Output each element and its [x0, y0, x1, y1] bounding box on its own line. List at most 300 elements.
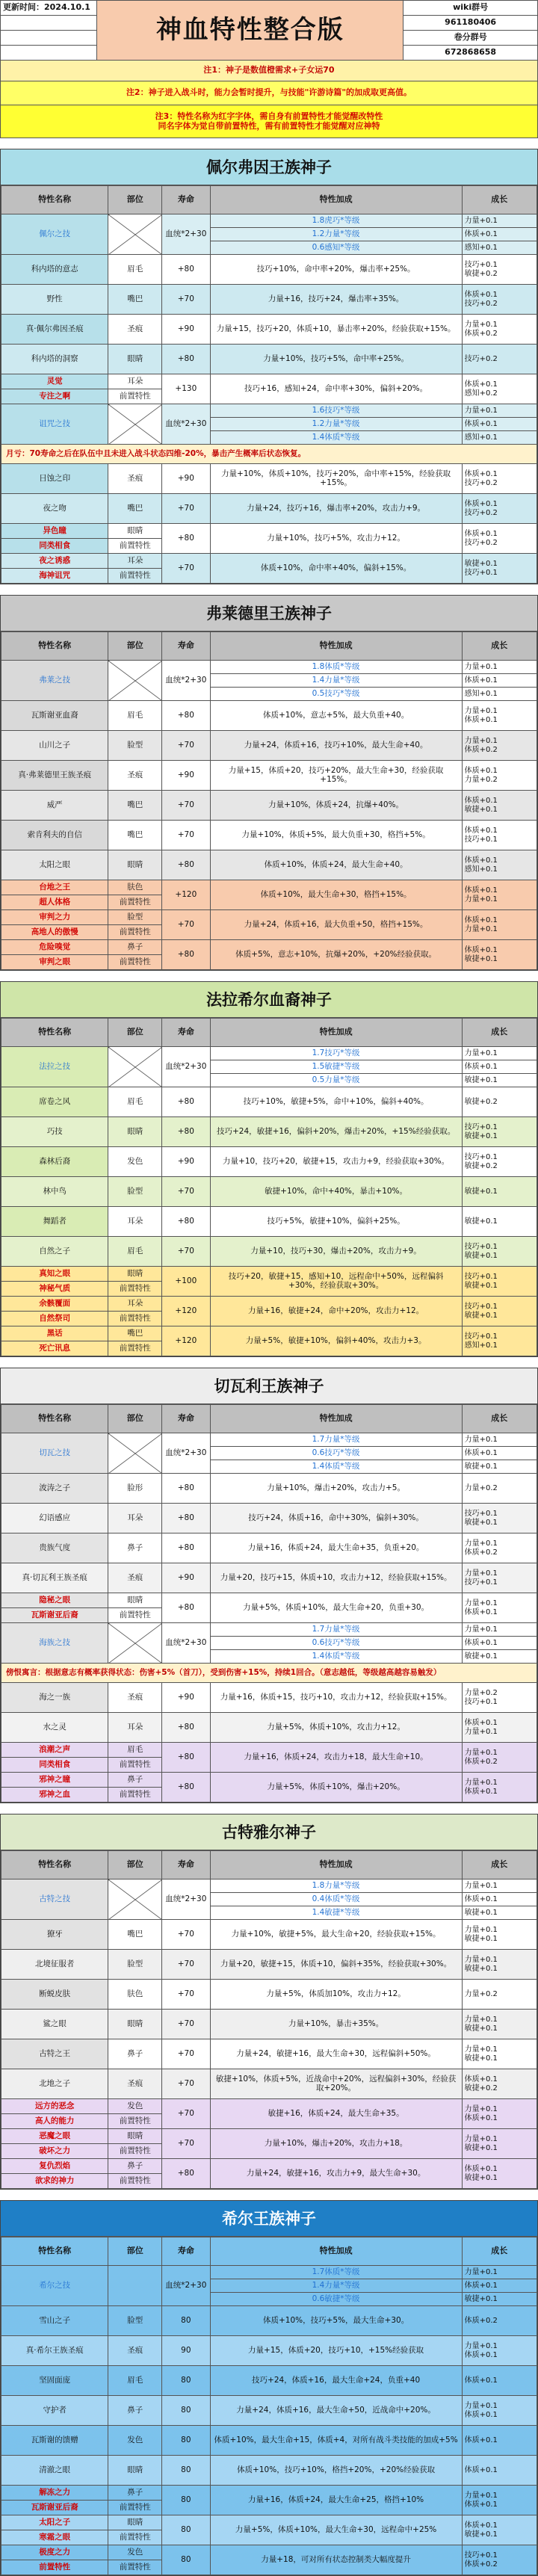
combo-lifespan: 血统*2+30 [162, 214, 211, 255]
trait-part: 圣痕 [108, 464, 162, 494]
trait-lifespan: +90 [162, 315, 211, 345]
combo-growth: 敏捷+0.1 [462, 1074, 537, 1087]
trait-name: 黑话 [1, 1326, 108, 1341]
col-effect-header: 特性加成 [210, 1019, 462, 1047]
trait-growth: 力量+0.1 体质+0.2 [462, 1533, 537, 1563]
trait-prereq-name: 超人体格 [1, 895, 108, 910]
trait-name: 远方的恶念 [1, 2099, 108, 2114]
trait-row [1, 2515, 537, 2530]
section-title: 古特雅尔神子 [1, 1814, 537, 1850]
col-growth-header: 成长 [462, 1405, 537, 1433]
combo-growth: 体质+0.1 [462, 2279, 537, 2293]
trait-part: 眼睛 [108, 524, 162, 539]
trait-part: 发色 [108, 2545, 162, 2560]
trait-part: 眼睛 [108, 2129, 162, 2144]
trait-prereq-part: 前置特性 [108, 1312, 162, 1326]
combo-growth: 力量+0.1 [462, 1880, 537, 1893]
trait-prereq-name: 同类相食 [1, 539, 108, 554]
combo-effect-line: 1.7体质*等级 [210, 2266, 462, 2279]
trait-effect: 力量+20，技巧+15，体质+10，攻击力+12，经验获取+15%。 [210, 1563, 462, 1593]
trait-growth: 力量+0.2 [462, 1980, 537, 2010]
combo-x-cell [108, 2266, 162, 2306]
trait-growth: 体质+0.1 力量+0.2 [462, 761, 537, 791]
trait-effect: 力量+5%，体质+10%，攻击力+12。 [210, 1713, 462, 1743]
section-title: 切瓦利王族神子 [1, 1368, 537, 1404]
trait-growth: 体质+0.1 敏捷+0.1 [462, 2159, 537, 2189]
trait-name: 瓦斯谢的馈赠 [1, 2426, 108, 2456]
trait-effect: 力量+10%，爆击+20%，攻击力+18。 [210, 2129, 462, 2159]
column-header-row [1, 1019, 537, 1047]
combo-x-cell [108, 1623, 162, 1664]
wiki-group-number: 961180406 [404, 16, 538, 31]
trait-name: 台地之王 [1, 880, 108, 895]
trait-lifespan: +80 [162, 1743, 211, 1773]
trait-row [1, 2456, 537, 2486]
col-name-header: 特性名称 [1, 186, 108, 214]
trait-row [1, 554, 537, 569]
trait-lifespan: +70 [162, 2069, 211, 2099]
trait-part: 圣痕 [108, 1683, 162, 1713]
trait-lifespan: +90 [162, 1683, 211, 1713]
trait-effect: 体质+10%，体质+24，最大生命+40。 [210, 850, 462, 880]
col-growth-header: 成长 [462, 1851, 537, 1880]
col-part-header: 部位 [108, 2237, 162, 2266]
trait-prereq-part: 前置特性 [108, 2174, 162, 2189]
trait-part: 鼻子 [108, 1773, 162, 1788]
trait-lifespan: +80 [162, 345, 211, 374]
trait-name: 自然之子 [1, 1237, 108, 1267]
col-part-header: 部位 [108, 1019, 162, 1047]
trait-lifespan: +70 [162, 494, 211, 524]
trait-part: 耳朵 [108, 374, 162, 389]
trait-row [1, 1267, 537, 1282]
trait-name: 林中鸟 [1, 1177, 108, 1207]
trait-row [1, 1177, 537, 1207]
trait-lifespan: 80 [162, 2456, 211, 2486]
trait-prereq-part: 前置特性 [108, 895, 162, 910]
trait-row [1, 315, 537, 345]
trait-row [1, 1087, 537, 1117]
combo-effect-line: 1.2力量*等级 [210, 228, 462, 241]
trait-part: 嘴巴 [108, 791, 162, 821]
combo-x-cell [108, 1880, 162, 1920]
combo-effect-line: 1.4力量*等级 [210, 2279, 462, 2293]
combo-growth: 体质+0.1 [462, 674, 537, 688]
trait-growth: 体质+0.1 力量+0.1 [462, 880, 537, 910]
note-1: 注1：神子是数值橙需求+子女运70 [1, 61, 538, 81]
combo-row [1, 2266, 537, 2279]
combo-effect-line: 1.4体质*等级 [210, 431, 462, 445]
trait-effect: 力量+10%，敏捷+5%，最大生命+20，经验获取+15%。 [210, 1920, 462, 1950]
trait-name: 北境征服者 [1, 1950, 108, 1980]
trait-part: 眼睛 [108, 2515, 162, 2530]
second-group-number: 672868658 [404, 46, 538, 61]
trait-growth: 体质+0.1 技巧+0.2 [462, 524, 537, 554]
trait-part: 眼睛 [108, 345, 162, 374]
trait-row [1, 791, 537, 821]
trait-growth: 力量+0.1 敏捷+0.1 [462, 2039, 537, 2069]
trait-name: 海之一族 [1, 1683, 108, 1713]
trait-lifespan: +70 [162, 821, 211, 850]
combo-effect-line: 1.6技巧*等级 [210, 404, 462, 418]
combo-effect-line: 1.4体质*等级 [210, 1650, 462, 1664]
combo-growth: 体质+0.1 [462, 1447, 537, 1460]
trait-part: 圣痕 [108, 2336, 162, 2366]
trait-growth: 敏捷+0.1 [462, 1207, 537, 1237]
trait-growth: 技巧+0.1 感知+0.1 [462, 1326, 537, 1356]
trait-growth: 力量+0.1 体质+0.1 [462, 2486, 537, 2515]
combo-growth: 力量+0.1 [462, 404, 537, 418]
combo-x-cell [108, 1433, 162, 1474]
combo-x-cell [108, 1047, 162, 1087]
trait-lifespan: +80 [162, 940, 211, 970]
trait-prereq-name: 前置特性 [1, 2560, 108, 2575]
trait-row [1, 464, 537, 494]
trait-effect: 技巧+24，体质+16，最大生命+24，负重+40 [210, 2366, 462, 2396]
trait-lifespan: +80 [162, 1087, 211, 1117]
trait-name: 审判之力 [1, 910, 108, 925]
trait-lifespan: +70 [162, 554, 211, 584]
trait-lifespan: +90 [162, 1563, 211, 1593]
trait-lifespan: +80 [162, 1207, 211, 1237]
trait-row [1, 880, 537, 895]
trait-growth: 体质+0.1 技巧+0.2 [462, 494, 537, 524]
col-life-header: 寿命 [162, 186, 211, 214]
trait-row [1, 1920, 537, 1950]
combo-row [1, 214, 537, 228]
trait-prereq-part: 前置特性 [108, 1282, 162, 1297]
trait-row [1, 1713, 537, 1743]
trait-part: 发色 [108, 2426, 162, 2456]
trait-growth: 体质+0.1 技巧+0.2 [462, 464, 537, 494]
trait-part: 耳朵 [108, 1504, 162, 1533]
trait-effect: 力量+24，体质+16，技巧+10%，最大生命+40。 [210, 731, 462, 761]
combo-skill-name: 诅咒之技 [1, 404, 108, 445]
combo-lifespan: 血统*2+30 [162, 1880, 211, 1920]
trait-effect: 敏捷+10%，命中+40%，暴击+10%。 [210, 1177, 462, 1207]
trait-effect: 技巧+16，感知+24，命中率+30%，偏斜+20%。 [210, 374, 462, 404]
trait-effect: 力量+10%，技巧+5%，命中率+25%。 [210, 345, 462, 374]
trait-name: 瓦斯谢亚血裔 [1, 701, 108, 731]
trait-prereq-part: 前置特性 [108, 1608, 162, 1623]
trait-effect: 力量+16，体质+15，技巧+10，攻击力+12，经验获取+15%。 [210, 1683, 462, 1713]
trait-name: 日蚀之印 [1, 464, 108, 494]
trait-lifespan: +80 [162, 1533, 211, 1563]
col-name-header: 特性名称 [1, 1019, 108, 1047]
trait-effect: 力量+10，技巧+30，爆击+20%，攻击力+9。 [210, 1237, 462, 1267]
trait-lifespan: 80 [162, 2396, 211, 2426]
trait-lifespan: +120 [162, 880, 211, 910]
combo-effect-line: 0.6感知*等级 [210, 241, 462, 255]
trait-growth: 技巧+0.1 敏捷+0.1 [462, 1237, 537, 1267]
combo-x-cell [108, 661, 162, 701]
trait-prereq-name: 同类相食 [1, 1758, 108, 1773]
trait-lifespan: +120 [162, 1326, 211, 1356]
trait-row [1, 940, 537, 955]
trait-growth: 力量+0.1 敏捷+0.1 [462, 1920, 537, 1950]
combo-x-cell [108, 214, 162, 255]
col-part-header: 部位 [108, 1851, 162, 1880]
combo-effect-line: 0.6技巧*等级 [210, 1447, 462, 1460]
trait-prereq-name: 死亡讯息 [1, 1341, 108, 1356]
trait-name: 科内塔的意志 [1, 255, 108, 285]
combo-skill-name: 佩尔之技 [1, 214, 108, 255]
trait-part: 嘴巴 [108, 494, 162, 524]
trait-lifespan: +100 [162, 1267, 211, 1297]
combo-growth: 体质+0.1 [462, 418, 537, 431]
trait-part: 圣痕 [108, 315, 162, 345]
trait-growth: 力量+0.1 体质+0.1 [462, 701, 537, 731]
trait-name: 坚固面庞 [1, 2366, 108, 2396]
trait-effect: 力量+5%，敏捷+10%，偏斜+40%，攻击力+3。 [210, 1326, 462, 1356]
trait-prereq-part: 前置特性 [108, 2560, 162, 2575]
trait-effect: 体质+10%，最大生命+15，体质+4，对所有战斗类技能的加成+5% [210, 2426, 462, 2456]
trait-effect: 体质+10%，技巧+10%，格挡+20%，+20%经验获取 [210, 2456, 462, 2486]
combo-row [1, 1433, 537, 1447]
trait-name: 断蜕皮肤 [1, 1980, 108, 2010]
trait-growth: 技巧+0.1 敏捷+0.1 [462, 1504, 537, 1533]
trait-part: 嘴巴 [108, 1326, 162, 1341]
combo-skill-name: 切瓦之技 [1, 1433, 108, 1474]
trait-effect: 力量+15，技巧+20，体质+10，暴击率+20%，经验获取+15%。 [210, 315, 462, 345]
combo-effect-line: 0.5力量*等级 [210, 1074, 462, 1087]
combo-lifespan: 血统*2+30 [162, 1623, 211, 1664]
trait-part: 耳朵 [108, 1297, 162, 1312]
trait-row [1, 524, 537, 539]
trait-part: 鼻子 [108, 940, 162, 955]
trait-growth: 力量+0.1 敏捷+0.1 [462, 2010, 537, 2039]
combo-effect-line: 0.5技巧*等级 [210, 688, 462, 701]
combo-growth: 体质+0.1 [462, 1060, 537, 1074]
trait-prereq-name: 审判之眼 [1, 955, 108, 970]
trait-growth: 力量+0.1 敏捷+0.1 [462, 1950, 537, 1980]
col-life-header: 寿命 [162, 2237, 211, 2266]
trait-part: 眼睛 [108, 1117, 162, 1147]
trait-name: 幻语感应 [1, 1504, 108, 1533]
trait-row [1, 2426, 537, 2456]
trait-effect: 体质+10%，命中率+40%，偏斜+15%。 [210, 554, 462, 584]
trait-prereq-name: 破坏之力 [1, 2144, 108, 2159]
trait-row [1, 1593, 537, 1608]
section-2 [0, 595, 538, 971]
combo-growth: 敏捷+0.1 [462, 2293, 537, 2306]
trait-row [1, 1980, 537, 2010]
trait-row [1, 1743, 537, 1758]
trait-name: 席卷之风 [1, 1087, 108, 1117]
trait-growth: 敏捷+0.1 技巧+0.1 [462, 554, 537, 584]
mid-note-row [1, 1664, 537, 1683]
trait-lifespan: +70 [162, 1177, 211, 1207]
combo-effect-line: 1.7力量*等级 [210, 1623, 462, 1637]
trait-row [1, 1533, 537, 1563]
combo-row [1, 1047, 537, 1060]
trait-lifespan: 80 [162, 2486, 211, 2515]
trait-prereq-part: 前置特性 [108, 955, 162, 970]
trait-part: 眉毛 [108, 2366, 162, 2396]
trait-lifespan: +70 [162, 2129, 211, 2159]
trait-row [1, 1297, 537, 1312]
trait-row [1, 821, 537, 850]
trait-part: 嘴巴 [108, 285, 162, 315]
trait-prereq-part: 前置特性 [108, 1341, 162, 1356]
trait-row [1, 345, 537, 374]
col-growth-header: 成长 [462, 186, 537, 214]
col-name-header: 特性名称 [1, 2237, 108, 2266]
combo-effect-line: 1.4体质*等级 [210, 1460, 462, 1474]
trait-row [1, 1147, 537, 1177]
trait-name: 真·切瓦利王族圣痕 [1, 1563, 108, 1593]
trait-effect: 技巧+24，敏捷+16，偏斜+20%，爆击+20%，+15%经验获取。 [210, 1117, 462, 1147]
trait-growth: 技巧+0.1 体质+0.2 [462, 2545, 537, 2575]
mid-note: 月亏：70寿命之后在队伍中且未进入战斗状态四维-20%，暴击产生概率后状态恢复。 [1, 445, 537, 464]
trait-row [1, 2039, 537, 2069]
col-effect-header: 特性加成 [210, 1851, 462, 1880]
section-4 [0, 1368, 538, 1803]
trait-effect: 力量+16，体质+24，最大生命+35，负重+20。 [210, 1533, 462, 1563]
trait-growth: 体质+0.1 力量+0.1 [462, 1713, 537, 1743]
trait-part: 嘴巴 [108, 1920, 162, 1950]
trait-part: 眼睛 [108, 1267, 162, 1282]
combo-skill-name: 希尔之技 [1, 2266, 108, 2306]
trait-table [1, 1404, 537, 1803]
trait-growth: 力量+0.2 [462, 1474, 537, 1504]
trait-name: 古特之王 [1, 2039, 108, 2069]
trait-lifespan: +80 [162, 255, 211, 285]
trait-lifespan: +70 [162, 910, 211, 940]
combo-growth: 感知+0.1 [462, 241, 537, 255]
trait-growth: 敏捷+0.2 [462, 1087, 537, 1117]
trait-prereq-part: 前置特性 [108, 389, 162, 404]
column-header-row [1, 1405, 537, 1433]
trait-row [1, 2486, 537, 2501]
trait-effect: 力量+5%，体质+10%，爆击+20%。 [210, 1773, 462, 1803]
trait-name: 真·希尔王族圣痕 [1, 2336, 108, 2366]
trait-part: 眼睛 [108, 1593, 162, 1608]
trait-effect: 体质+10%，技巧+5%，最大生命+30。 [210, 2306, 462, 2336]
column-header-row [1, 1851, 537, 1880]
trait-part: 脸型 [108, 731, 162, 761]
trait-row [1, 1117, 537, 1147]
combo-growth: 体质+0.1 [462, 228, 537, 241]
trait-prereq-name: 海神诅咒 [1, 569, 108, 584]
trait-lifespan: 90 [162, 2336, 211, 2366]
trait-effect: 力量+16，体质+24，攻击力+18，最大生命+10。 [210, 1743, 462, 1773]
trait-name: 真知之眼 [1, 1267, 108, 1282]
trait-row [1, 2366, 537, 2396]
trait-growth: 技巧+0.2 [462, 345, 537, 374]
col-life-header: 寿命 [162, 632, 211, 661]
trait-table [1, 1018, 537, 1356]
section-3 [0, 981, 538, 1357]
trait-part: 圣痕 [108, 761, 162, 791]
trait-growth: 体质+0.1 技巧+0.2 [462, 285, 537, 315]
trait-effect: 力量+10，技巧+20，敏捷+15，攻击力+9，经验获取+30%。 [210, 1147, 462, 1177]
trait-part: 眼睛 [108, 2010, 162, 2039]
combo-growth: 感知+0.1 [462, 431, 537, 445]
trait-table [1, 631, 537, 970]
trait-growth: 体质+0.2 [462, 2306, 537, 2336]
combo-growth: 力量+0.1 [462, 1047, 537, 1060]
trait-row [1, 910, 537, 925]
combo-growth: 力量+0.1 [462, 1623, 537, 1637]
combo-effect-line: 0.6技巧*等级 [210, 1637, 462, 1650]
trait-growth: 体质+0.1 感知+0.1 [462, 850, 537, 880]
combo-growth: 力量+0.1 [462, 1433, 537, 1447]
trait-name: 山川之子 [1, 731, 108, 761]
trait-row [1, 2306, 537, 2336]
trait-name: 科内塔的洞察 [1, 345, 108, 374]
trait-name: 索肯利夫的自信 [1, 821, 108, 850]
col-effect-header: 特性加成 [210, 632, 462, 661]
trait-name: 真·弗莱德里王族圣痕 [1, 761, 108, 791]
trait-part: 耳朵 [108, 554, 162, 569]
trait-lifespan: +130 [162, 374, 211, 404]
trait-growth: 敏捷+0.1 [462, 1177, 537, 1207]
trait-row [1, 850, 537, 880]
combo-x-cell [108, 404, 162, 445]
col-effect-header: 特性加成 [210, 186, 462, 214]
trait-effect: 力量+24，体质+16，最大负重+50，格挡+15%。 [210, 910, 462, 940]
trait-part: 脸型 [108, 1950, 162, 1980]
section-1 [0, 149, 538, 584]
trait-row [1, 2336, 537, 2366]
trait-row [1, 1326, 537, 1341]
trait-growth: 体质+0.1 敏捷+0.1 [462, 2515, 537, 2545]
trait-prereq-part: 前置特性 [108, 569, 162, 584]
trait-effect: 力量+24，敏捷+16，攻击力+9，最大生命+30。 [210, 2159, 462, 2189]
trait-lifespan: +80 [162, 850, 211, 880]
combo-growth: 敏捷+0.1 [462, 1460, 537, 1474]
trait-growth: 力量+0.1 体质+0.1 [462, 1593, 537, 1623]
trait-row [1, 2545, 537, 2560]
mid-note-row [1, 445, 537, 464]
combo-row [1, 1623, 537, 1637]
combo-growth: 力量+0.1 [462, 214, 537, 228]
combo-effect-line: 1.2力量*等级 [210, 418, 462, 431]
trait-growth: 力量+0.1 体质+0.1 [462, 1773, 537, 1803]
trait-growth: 体质+0.1 [462, 2426, 537, 2456]
note-2: 注2：神子进入战斗时，能力会暂时提升，与技能"许游诗篇"的加成取更高值。 [1, 81, 538, 105]
trait-prereq-part: 前置特性 [108, 925, 162, 940]
trait-effect: 力量+24，技巧+16，爆击率+20%，攻击力+9。 [210, 494, 462, 524]
trait-lifespan: 80 [162, 2426, 211, 2456]
trait-name: 夜之诱惑 [1, 554, 108, 569]
header-table [0, 0, 538, 138]
trait-growth: 力量+0.1 体质+0.2 [462, 315, 537, 345]
combo-effect-line: 1.7力量*等级 [210, 1433, 462, 1447]
trait-row [1, 2159, 537, 2174]
combo-growth: 敏捷+0.1 [462, 1906, 537, 1920]
trait-name: 水之灵 [1, 1713, 108, 1743]
combo-growth: 力量+0.1 [462, 661, 537, 674]
combo-skill-name: 海族之技 [1, 1623, 108, 1664]
trait-name: 灵觉 [1, 374, 108, 389]
trait-growth: 技巧+0.1 敏捷+0.2 [462, 255, 537, 285]
col-growth-header: 成长 [462, 632, 537, 661]
trait-lifespan: +70 [162, 285, 211, 315]
mid-note: 傍恨寓言：根据意志有概率获得状态：伤害+5%（首刀），受到伤害+15%，持续1回合。（意志越低，等级越高越容易触发） [1, 1664, 537, 1683]
combo-lifespan: 血统*2+30 [162, 404, 211, 445]
combo-growth: 敏捷+0.1 [462, 1650, 537, 1664]
trait-lifespan: +70 [162, 2010, 211, 2039]
trait-part: 眉毛 [108, 1087, 162, 1117]
trait-lifespan: +70 [162, 1980, 211, 2010]
trait-part: 耳朵 [108, 1713, 162, 1743]
trait-name: 清澈之眼 [1, 2456, 108, 2486]
trait-effect: 力量+10%，暴击+35%。 [210, 2010, 462, 2039]
trait-name: 异色瞳 [1, 524, 108, 539]
col-part-header: 部位 [108, 186, 162, 214]
